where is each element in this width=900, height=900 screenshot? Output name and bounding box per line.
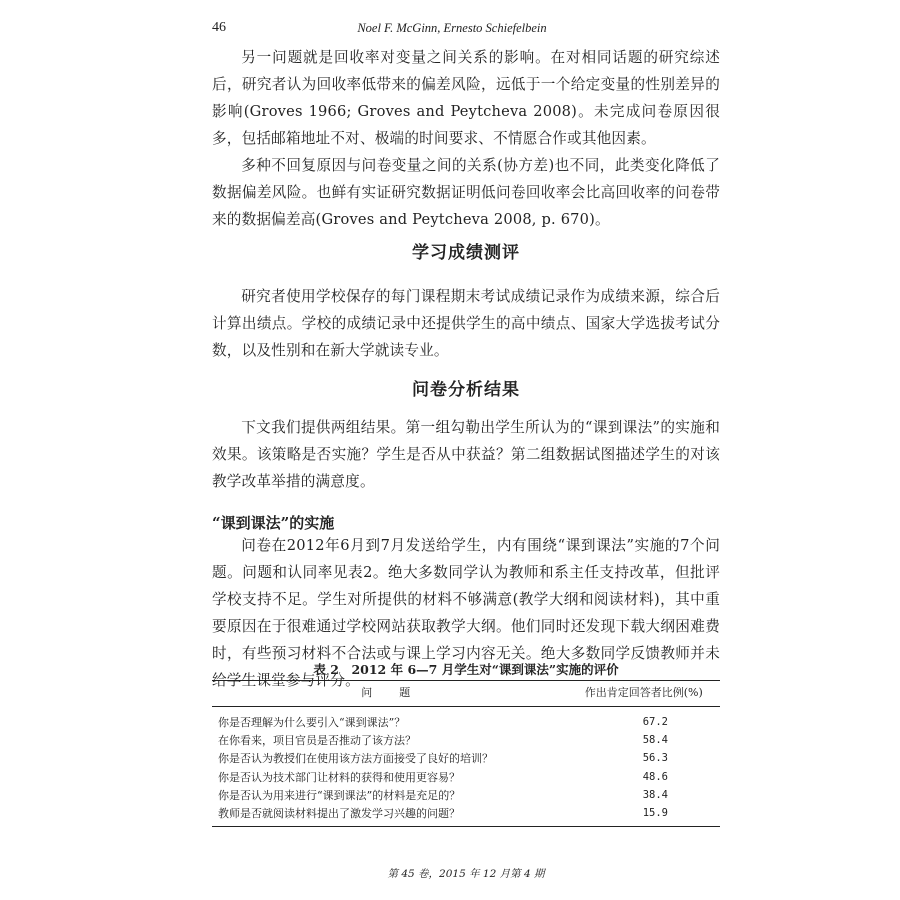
intro-paragraphs — [212, 44, 720, 233]
results-paragraph-block — [212, 414, 720, 495]
column-header-percent: 作出肯定回答者比例(%) — [568, 681, 720, 707]
question-cell: 你是否认为用来进行“课到课法”的材料是充足的？ — [218, 788, 461, 802]
percent-cell: 58.4 — [642, 734, 668, 747]
page-footer: 第 45 卷，2015 年 12 月第 4 期 — [387, 868, 545, 880]
paragraph: 问卷在2012年6月到7月发送给学生，内有围绕“课到课法”实施的7个问题。问题和认同率见表2。绝大多数同学认为教师和系主任支持改革，但批评学校支持不足。学生对所提供的材料不够满意(教学大纲和阅读材料)，其中重要原因在于很难通过学校网站获取教学大纲。他们同时还发现下载大纲困难费时，有些预习材料不合法或与课上学习内容无关。绝大多数同学反馈教师并未给学生课堂参与评分。 — [212, 537, 720, 689]
paragraph: 另一问题就是回收率对变量之间关系的影响。在对相同话题的研究综述后，研究者认为回收率低带来的偏差风险，远低于一个给定变量的性别差异的影响(Groves 1966; Groves and Peytcheva 2008)。未完成问卷原因很多，包括邮箱地址不对、极端的时间要求、不情愿合作或其他因素。 — [212, 49, 720, 147]
paragraph: 研究者使用学校保存的每门课程期末考试成绩记录作为成绩来源，综合后计算出绩点。学校的成绩记录中还提供学生的高中绩点、国家大学选拔考试分数，以及性别和在新大学就读专业。 — [212, 288, 720, 359]
table-row — [212, 707, 720, 732]
table-row — [212, 786, 720, 804]
page-number: 46 — [212, 20, 226, 35]
evaluation-table — [212, 680, 720, 827]
learning-paragraph-block — [212, 283, 720, 364]
page-header — [212, 20, 692, 42]
running-title: Noel F. McGinn, Ernesto Schiefelbein — [357, 21, 547, 35]
paragraph: 多种不回复原因与问卷变量之间的关系(协方差)也不同，此类变化降低了数据偏差风险。也鲜有实证研究数据证明低问卷回收率会比高回收率的问卷带来的数据偏差高(Groves and Peytcheva 2008, p. 670)。 — [212, 157, 720, 228]
percent-cell: 67.2 — [642, 716, 668, 728]
percent-cell: 38.4 — [642, 788, 668, 801]
paragraph: 下文我们提供两组结果。第一组勾勒出学生所认为的“课到课法”的实施和效果。该策略是否实施？学生是否从中获益？第二组数据试图描述学生的对该教学改革举措的满意度。 — [212, 419, 720, 490]
question-cell: 教师是否就阅读材料提出了激发学习兴趣的问题？ — [212, 804, 568, 826]
percent-cell: 48.6 — [642, 770, 668, 783]
table-row — [212, 768, 720, 786]
question-cell: 在你看来，项目官员是否推动了该方法？ — [218, 734, 416, 748]
section-heading-results: 问卷分析结果 — [412, 380, 520, 400]
table-row — [212, 732, 720, 750]
subsection-heading: “课到课法”的实施 — [212, 514, 335, 532]
table-caption: 表 2 2012 年 6—7 月学生对“课到课法”实施的评价 — [313, 662, 619, 677]
question-cell: 你是否理解为什么要引入“课到课法”？ — [218, 716, 406, 729]
table-row — [212, 804, 720, 826]
table-header-row — [212, 681, 720, 707]
percent-cell: 15.9 — [568, 804, 720, 826]
percent-cell: 56.3 — [642, 752, 668, 765]
question-cell: 你是否认为技术部门让材料的获得和使用更容易？ — [218, 770, 460, 784]
column-header-question: 问 题 — [212, 681, 568, 707]
table-row — [212, 750, 720, 768]
section-heading-learning: 学习成绩测评 — [412, 243, 520, 263]
question-cell: 你是否认为教授们在使用该方法方面接受了良好的培训？ — [218, 752, 493, 766]
